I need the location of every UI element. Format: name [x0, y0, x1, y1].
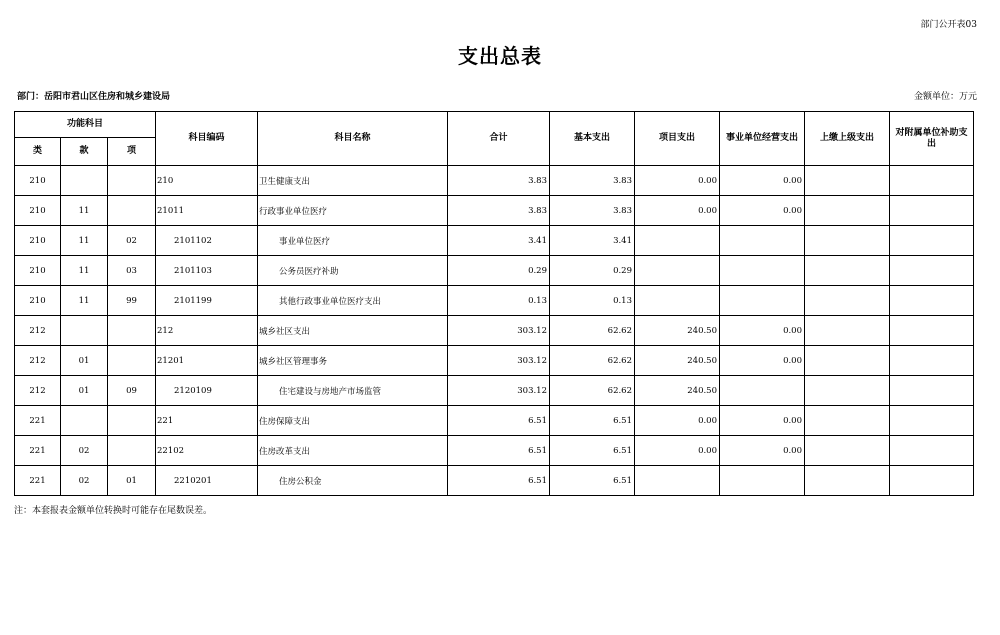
cell-code: 22102 [156, 436, 258, 466]
cell-total: 0.29 [448, 256, 550, 286]
cell-kuan: 11 [61, 196, 108, 226]
table-header [15, 112, 974, 166]
cell-total: 303.12 [448, 346, 550, 376]
cell-xiang [108, 406, 156, 436]
table-row [15, 256, 974, 286]
cell-basic: 0.13 [550, 286, 635, 316]
header-xiang: 项 [108, 138, 156, 166]
cell-project: 0.00 [635, 166, 720, 196]
cell-upper [805, 346, 890, 376]
cell-subsidy [890, 166, 974, 196]
cell-subsidy [890, 196, 974, 226]
cell-business: 0.00 [720, 406, 805, 436]
cell-total: 3.83 [448, 196, 550, 226]
cell-code: 2101102 [156, 226, 258, 256]
table-row [15, 436, 974, 466]
cell-subsidy [890, 346, 974, 376]
cell-kuan: 11 [61, 256, 108, 286]
cell-lei: 210 [15, 166, 61, 196]
cell-business: 0.00 [720, 166, 805, 196]
cell-xiang: 03 [108, 256, 156, 286]
cell-lei: 212 [15, 346, 61, 376]
cell-project: 240.50 [635, 316, 720, 346]
cell-project [635, 466, 720, 496]
cell-xiang [108, 166, 156, 196]
cell-basic: 6.51 [550, 406, 635, 436]
cell-kuan [61, 316, 108, 346]
header-total: 合计 [448, 112, 550, 166]
cell-upper [805, 376, 890, 406]
amount-unit-label: 金额单位：万元 [913, 92, 977, 102]
cell-upper [805, 286, 890, 316]
header-project-expenditure: 项目支出 [635, 112, 720, 166]
header-subsidy-expenditure: 对附属单位补助支出 [890, 112, 974, 166]
cell-kuan [61, 166, 108, 196]
cell-total: 303.12 [448, 316, 550, 346]
cell-business [720, 256, 805, 286]
cell-basic: 62.62 [550, 316, 635, 346]
cell-xiang: 99 [108, 286, 156, 316]
cell-code: 221 [156, 406, 258, 436]
cell-subsidy [890, 436, 974, 466]
cell-business [720, 226, 805, 256]
header-lei: 类 [15, 138, 61, 166]
table-row [15, 316, 974, 346]
cell-basic: 6.51 [550, 466, 635, 496]
cell-kuan: 11 [61, 286, 108, 316]
cell-name: 城乡社区管理事务 [258, 346, 448, 376]
cell-total: 6.51 [448, 436, 550, 466]
cell-total: 3.41 [448, 226, 550, 256]
cell-basic: 0.29 [550, 256, 635, 286]
cell-upper [805, 166, 890, 196]
cell-upper [805, 196, 890, 226]
cell-subsidy [890, 466, 974, 496]
cell-name: 行政事业单位医疗 [258, 196, 448, 226]
cell-total: 3.83 [448, 166, 550, 196]
cell-project: 240.50 [635, 346, 720, 376]
table-row [15, 466, 974, 496]
cell-name: 卫生健康支出 [258, 166, 448, 196]
cell-basic: 3.41 [550, 226, 635, 256]
cell-xiang [108, 436, 156, 466]
cell-business [720, 466, 805, 496]
cell-lei: 210 [15, 286, 61, 316]
cell-code: 2101199 [156, 286, 258, 316]
footnote: 注：本套报表金额单位转换时可能存在尾数误差。 [14, 506, 213, 516]
table-row [15, 376, 974, 406]
cell-project: 0.00 [635, 436, 720, 466]
cell-code: 21201 [156, 346, 258, 376]
cell-xiang [108, 346, 156, 376]
table-row [15, 196, 974, 226]
cell-total: 303.12 [448, 376, 550, 406]
cell-lei: 210 [15, 256, 61, 286]
table-row [15, 166, 974, 196]
cell-name: 公务员医疗补助 [258, 256, 448, 286]
cell-upper [805, 466, 890, 496]
header-kuan: 款 [61, 138, 108, 166]
cell-basic: 62.62 [550, 346, 635, 376]
cell-upper [805, 256, 890, 286]
cell-upper [805, 436, 890, 466]
cell-basic: 62.62 [550, 376, 635, 406]
cell-kuan: 01 [61, 346, 108, 376]
cell-subsidy [890, 256, 974, 286]
cell-xiang: 09 [108, 376, 156, 406]
cell-name: 城乡社区支出 [258, 316, 448, 346]
cell-business: 0.00 [720, 196, 805, 226]
cell-code: 2101103 [156, 256, 258, 286]
cell-code: 212 [156, 316, 258, 346]
cell-upper [805, 316, 890, 346]
cell-subsidy [890, 376, 974, 406]
header-basic-expenditure: 基本支出 [550, 112, 635, 166]
cell-total: 0.13 [448, 286, 550, 316]
cell-subsidy [890, 286, 974, 316]
department-label: 部门：岳阳市君山区住房和城乡建设局 [17, 92, 171, 102]
cell-kuan: 02 [61, 436, 108, 466]
cell-code: 21011 [156, 196, 258, 226]
cell-name: 事业单位医疗 [258, 226, 448, 256]
cell-xiang [108, 316, 156, 346]
cell-subsidy [890, 226, 974, 256]
cell-xiang: 02 [108, 226, 156, 256]
cell-lei: 212 [15, 376, 61, 406]
cell-kuan: 02 [61, 466, 108, 496]
cell-basic: 3.83 [550, 166, 635, 196]
cell-subsidy [890, 316, 974, 346]
cell-project: 0.00 [635, 406, 720, 436]
cell-business: 0.00 [720, 316, 805, 346]
expenditure-table [14, 111, 974, 496]
cell-kuan: 11 [61, 226, 108, 256]
cell-business: 0.00 [720, 346, 805, 376]
table-row [15, 286, 974, 316]
cell-project: 0.00 [635, 196, 720, 226]
cell-code: 210 [156, 166, 258, 196]
cell-name: 住房公积金 [258, 466, 448, 496]
cell-name: 住房保障支出 [258, 406, 448, 436]
cell-name: 住房改革支出 [258, 436, 448, 466]
cell-code: 2120109 [156, 376, 258, 406]
cell-kuan: 01 [61, 376, 108, 406]
cell-business: 0.00 [720, 436, 805, 466]
report-code-label: 部门公开表03 [920, 20, 977, 30]
cell-lei: 221 [15, 406, 61, 436]
cell-project: 240.50 [635, 376, 720, 406]
header-subject-code: 科目编码 [156, 112, 258, 166]
cell-project [635, 286, 720, 316]
cell-lei: 221 [15, 466, 61, 496]
cell-subsidy [890, 406, 974, 436]
cell-project [635, 256, 720, 286]
page-title: 支出总表 [458, 44, 542, 68]
cell-total: 6.51 [448, 406, 550, 436]
header-business-expenditure: 事业单位经营支出 [720, 112, 805, 166]
cell-code: 2210201 [156, 466, 258, 496]
cell-project [635, 226, 720, 256]
table-row [15, 346, 974, 376]
cell-lei: 210 [15, 196, 61, 226]
table-body [15, 166, 974, 496]
cell-basic: 3.83 [550, 196, 635, 226]
header-function-subject: 功能科目 [15, 112, 156, 138]
cell-kuan [61, 406, 108, 436]
cell-lei: 212 [15, 316, 61, 346]
cell-name: 住宅建设与房地产市场监管 [258, 376, 448, 406]
cell-total: 6.51 [448, 466, 550, 496]
cell-xiang [108, 196, 156, 226]
cell-basic: 6.51 [550, 436, 635, 466]
header-upper-expenditure: 上缴上级支出 [805, 112, 890, 166]
header-subject-name: 科目名称 [258, 112, 448, 166]
cell-lei: 210 [15, 226, 61, 256]
cell-business [720, 286, 805, 316]
table-row [15, 226, 974, 256]
cell-xiang: 01 [108, 466, 156, 496]
cell-business [720, 376, 805, 406]
cell-upper [805, 226, 890, 256]
cell-name: 其他行政事业单位医疗支出 [258, 286, 448, 316]
cell-upper [805, 406, 890, 436]
cell-lei: 221 [15, 436, 61, 466]
table-row [15, 406, 974, 436]
